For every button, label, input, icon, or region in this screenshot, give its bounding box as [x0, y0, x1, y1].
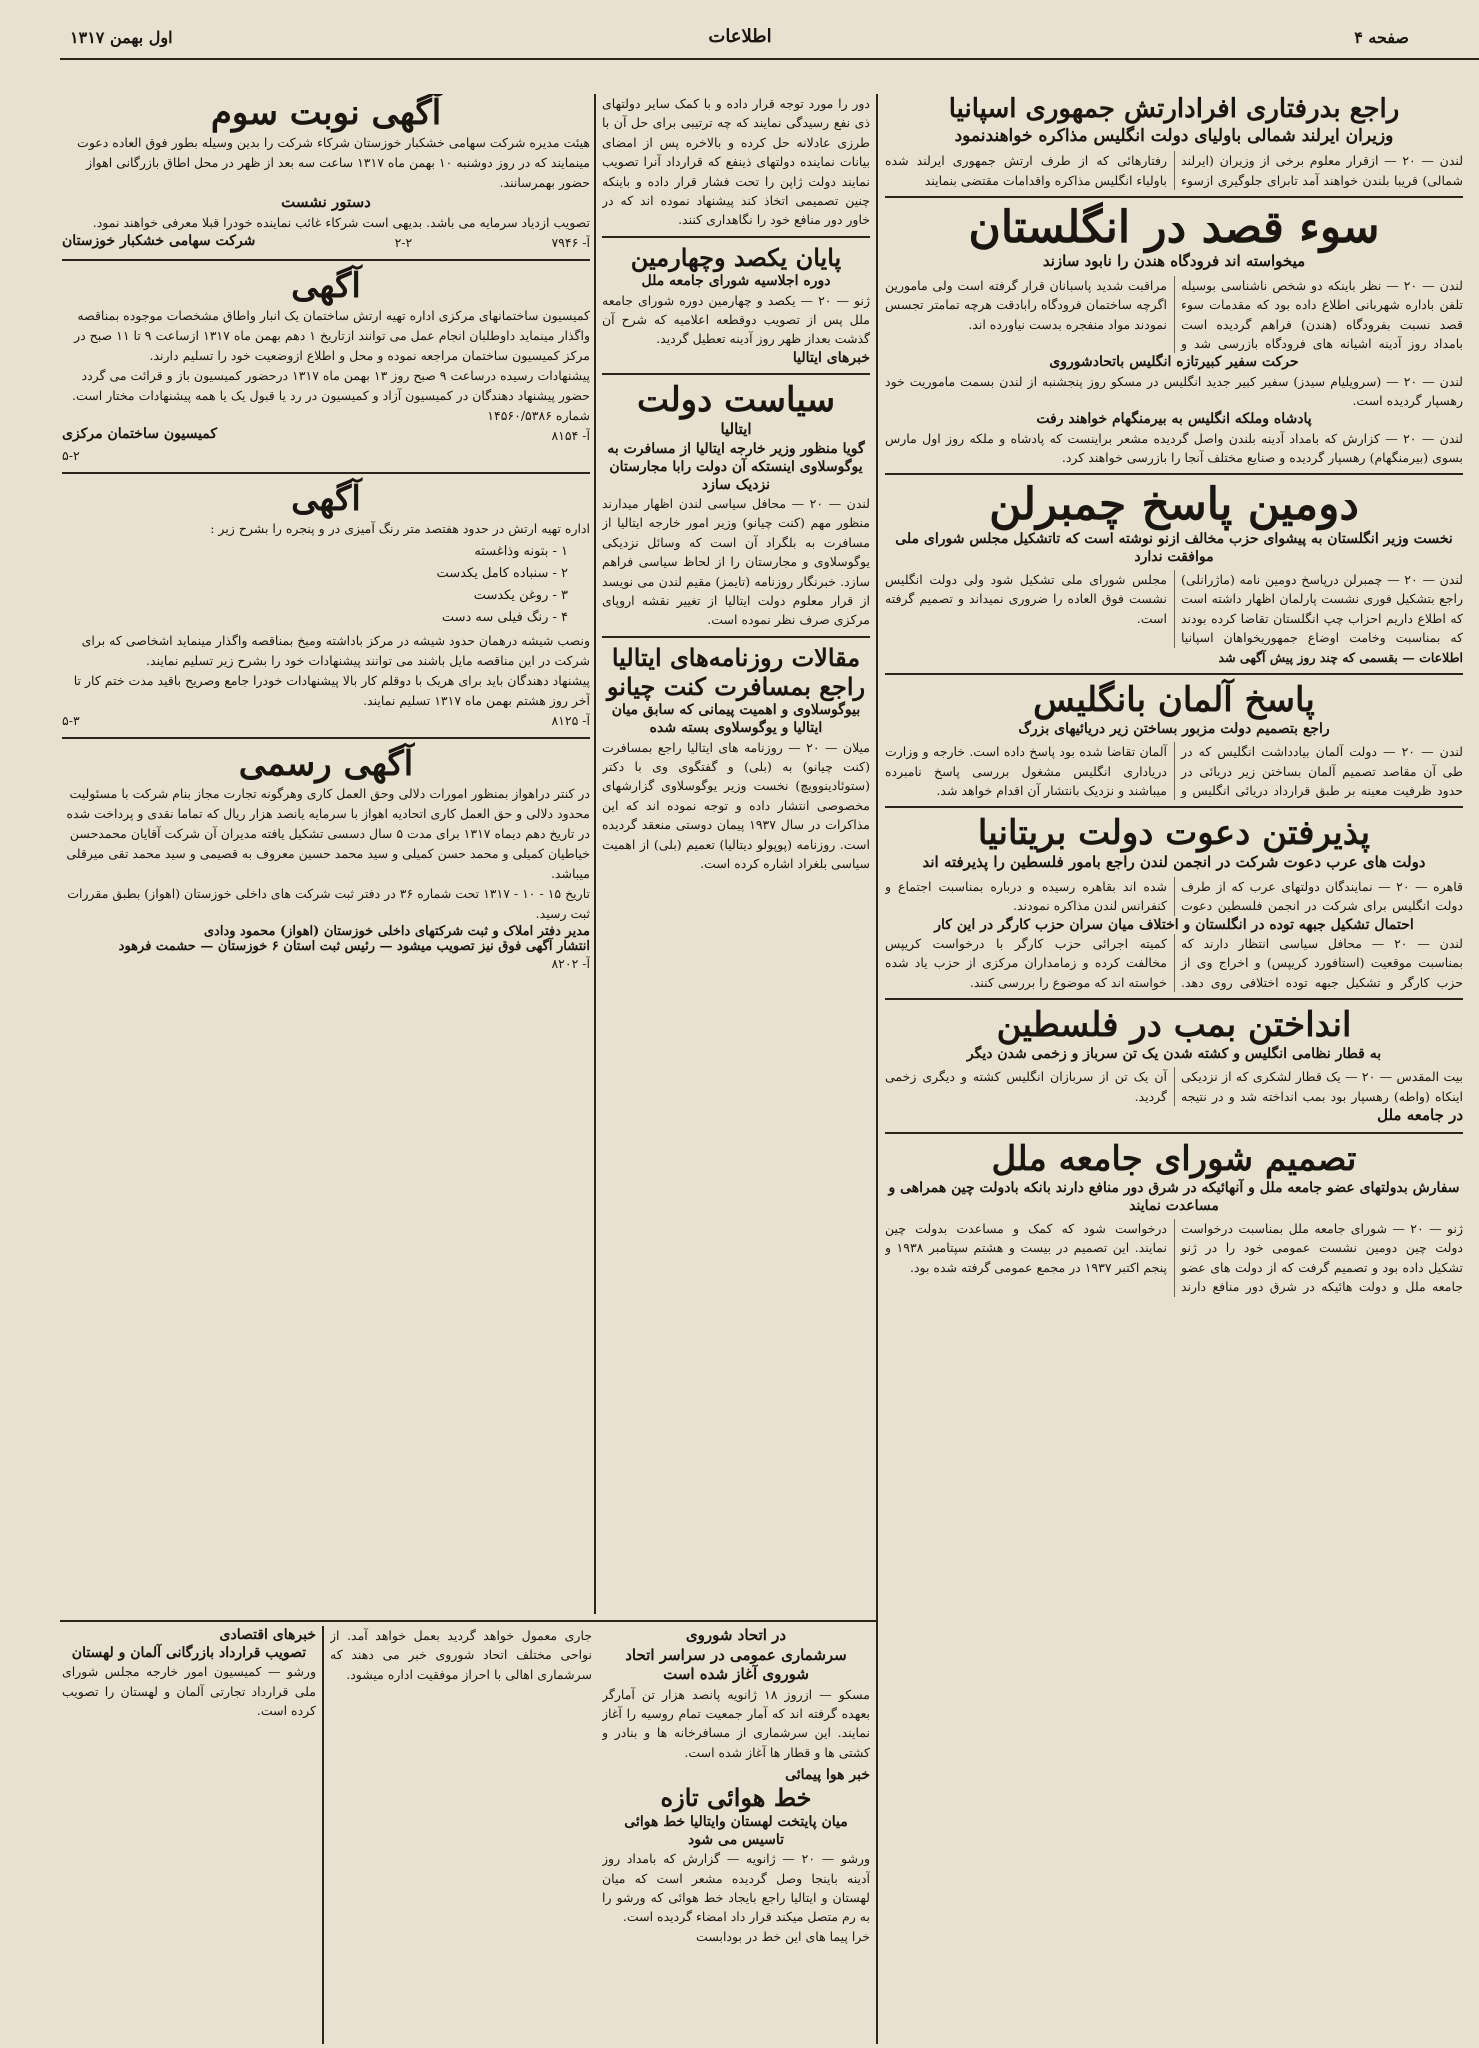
article-body: بیت المقدس — ۲۰ — یک قطار لشکری که از نزدیکی اینکاه (واطه) رهسپار بود بمب انداخته شد و در نتیجه آن یک تن از سربازان انگلیس کشته و دیگری زخمی گردید. [885, 1069, 1463, 1104]
subheadline: راجع بتصمیم دولت مزبور بساختن زیر دریائیهای بزرگ [1018, 721, 1330, 738]
headline: تصمیم شورای جامعه ملل [991, 1138, 1357, 1179]
article-body: لندن — ۲۰ — محافل سیاسی انتظار دارند که بمناسبت موقعیت (استافورد کریپس) و اخراج وی از حزب کارگر و تشکیل جبهه توده اختلافی روی دهد. کمیته اجرائی حزب کارگر با درخواست کریپس مخالفت کرده و زمامداران مرکزی از حزب یاد شده خواسته اند که موضوع را بررسی کنند. [885, 935, 1463, 990]
ad-ref: آ- ۷۹۴۶ [551, 234, 590, 250]
section-divider [62, 737, 590, 739]
article-new-airline [602, 1784, 870, 1946]
article-body: لندن — ۲۰ — دولت آلمان بیادداشت انگلیس که در طی آن مقاصد تصمیم آلمان بساختن زیر دریائی در حدود ظرفیت معینه بر طبق قرارداد دریائی انگلیس و آلمان تقاضا شده بود پاسخ داده است. خارجه و وزارت دریاداری انگلیس مشغول بررسی پاسخ نامبرده میباشند و نزدیک بانتشار آن اقدام خواهد شد. [885, 744, 1463, 798]
ad-footer: انتشار آگهی فوق نیز تصویب میشود — رئیس ثبت استان ۶ خوزستان — حشمت فرهود [118, 939, 590, 955]
right-column [885, 94, 1463, 2044]
section-label: خبر هوا پیمائی [785, 1767, 870, 1783]
article-body: ورشو — ۲۰ — ژانویه — گزارش که بامداد روز آدینه باینجا وصل گردیده مشعر است که میان لهستان و ایتالیا راجع بایجاد خط هوائی که ورشو را به رم متصل میکند قرار داد امضاء گردیده است. [602, 1851, 870, 1925]
ad-signature: کمیسیون ساختمان مرکزی [62, 425, 218, 442]
subheadline: به قطار نظامی انگلیس و کشته شدن یک تن سرباز و زخمی شدن دیگر [966, 1046, 1382, 1063]
article-body: جاری معمول خواهد گردید بعمل خواهد آمد. از نواحی مختلف اتحاد شوروی خبر می دهند که سرشماری اهالی با احراز موفقیت اداره میشود. [330, 1628, 592, 1682]
subheadline: سفارش بدولتهای عضو جامعه ملل و آنهائیکه در شرق دور منافع دارند بانکه بادولت چین همراهی و مساعدت نمایند [888, 1179, 1460, 1214]
ad-list-item: ۱ - بتونه وذاغسته [474, 543, 568, 559]
section-divider [885, 673, 1463, 675]
ad-construction [62, 267, 590, 466]
headline-line2: راجع بمسافرت کنت چیانو [606, 671, 866, 701]
ad-signature: شرکت سهامی خشکبار خوزستان [62, 232, 256, 249]
ad-body: در کنتر دراهواز بمنظور امورات دلالی وحق العمل کاری وهرگونه تجارت مجاز بنام شرکت با مسئولیت محدود دلالی و حق العمل کاری اتحادیه اهواز با سرمایه یانصد هزار ریال که تماما نقدی و پرداخت شده در تاریخ دهم دیماه ۱۳۱۷ برای مدت ۵ سال دسسی تشکیل یافته مدیران آن شرکت آقایان محمدحسن خیاطیان کمیلی و محمد حسن کمیلی و سید محمد حسین معروف به قصیمی و سید محمد تقی میرقلی میباشد. [66, 786, 590, 882]
ad-body: تاریخ ۱۵ - ۱۰ - ۱۳۱۷ تحت شماره ۳۶ در دفتر ثبت شرکت های داخلی خوزستان (اهواز) بطبق مقررات ثبت رسید. [67, 886, 590, 922]
article-body: لندن — ۲۰ — محافل سیاسی لندن اظهار میدارند منظور مهم (کنت چیانو) وزیر امور خارجه ایتالیا از مسافرت به بلگراد آن است که وسائل نزدیکی یوگوسلاوی و مجارستان را از لحاظ سیاسی فراهم سازد. خبرنگار روزنامه (تایمز) مقیم لندن می نویسد از قرار معلوم دولت ایتالیا از تغییر نقشه اروپای مرکزی صرف نظر نموده است. [602, 496, 870, 628]
ad-body: پیشنهاد دهندگان باید برای هریک با دوقلم کار بالا پیشنهادات خودرا جامع وصریح باقید مدت ختم کار تا آخر روز هشتم بهمن ماه ۱۳۱۷ تسلیم نمایند. [73, 673, 590, 709]
paper-name: اطلاعات [708, 26, 772, 47]
article-league-end [602, 244, 870, 367]
article-body: دور را مورد توجه قرار داده و با کمک سایر دولتهای ذی نفع رسیدگی نمایند که چه ترتیبی برای حل آن با طرزی عادلانه حل کرده و بالاخره پس از امضای بیانات نماینده دولتهای ذینفع که قرارداد آنرا تصویب نمایند دولت ژاپن را تحت فشار قرار داده و باینکه چنین تصمیمی اتخاذ کند پیشنهاد نموده اند که در خاور دور منافع خود را نگاهداری کنند. [602, 96, 870, 228]
article-italy-politics [602, 381, 870, 630]
section-divider [885, 473, 1463, 475]
subheadline: سرشماری عمومی در سراسر اتحاد شوروی آغاز شده است [625, 1645, 847, 1683]
section-divider [885, 196, 1463, 198]
subheadline: بیوگوسلاوی و اهمیت پیمانی که سابق میان ایتالیا و یوگوسلاوی بسته شده [611, 702, 861, 737]
section-divider [885, 806, 1463, 808]
headline: سوء قصد در انگلستان [968, 202, 1380, 254]
agenda-text: تصویب ازدیاد سرمایه می باشد. بدیهی است شرکاء غائب نماینده خودرا قبلا معرفی خواهند نمود. [92, 214, 590, 230]
section-divider [602, 373, 870, 375]
subheadline: حرکت سفیر کبیرتازه انگلیس باتحادشوروی [1049, 354, 1299, 371]
article-italy-papers [602, 644, 870, 874]
article-body: لندن — ۲۰ — ازقرار معلوم برخی از وزیران (ایرلند شمالی) قریبا بلندن خواهند آمد تابرای جلوگیری ازسوء رفتارهائی که از طرف ارتش جمهوری ایرلند شده باولیاء انگلیس مذاکره واقدامات مقتضی بنمایند [885, 153, 1463, 188]
ad-title: آگهی [291, 478, 361, 519]
column-rule [322, 1626, 324, 2044]
section-divider [602, 236, 870, 238]
section-divider [885, 998, 1463, 1000]
headline: تصویب قرارداد بازرگانی آلمان و لهستان [71, 1645, 307, 1662]
article-body: لندن — ۲۰ — چمبرلن درپاسخ دومین نامه (ماژرانلی) راجع بتشکیل فوری نشست پارلمان اظهار داشته است که اطلاع داریم احزاب چپ انگلستان تقاضا کرده بودند که بمناسبت وخامت اوضاع جمهوریخواهان اسپانیا مجلس شورای ملی تشکیل شود ولی دولت انگلیس نشست فوق العاده را ضروری نمیداند و تصمیم گرفته است. [885, 572, 1463, 646]
headline: در اتحاد شوروی [685, 1626, 787, 1644]
headline: پایان یکصد وچهارمین [630, 242, 842, 272]
subheadline: میان پایتخت لهستان وایتالیا خط هوائی تاسیس می شود [624, 1813, 848, 1849]
article-body: لندن — ۲۰ — (سرویلیام سیدز) سفیر کبیر جدید انگلیس در مسکو روز پنجشنبه از لندن بسمت ماموریت خود رهسپار گردیده است. [885, 373, 1463, 408]
ad-list-item: ۳ - روغن یکدست [473, 587, 568, 603]
ad-ref: آ- ۸۱۵۴ [551, 427, 590, 443]
article-soviet-census [602, 1626, 870, 1762]
ad-footer: مدیر دفتر املاک و ثبت شرکتهای داخلی خوزستان (اهواز) محمود ودادی [203, 924, 590, 940]
ad-ref: آ- ۸۲۰۲ [551, 956, 590, 972]
headline: پذیرفتن دعوت دولت بریتانیا [977, 813, 1371, 854]
article-body: ژنو — ۲۰ — شورای جامعه ملل بمناسبت درخواست دولت چین دومین نشست عمومی خود را در ژنو تشکیل داده بود و تصمیم گرفت که از دولت های عضو جامعه ملل و دولت هائیکه در شرق دور منافع دارند درخواست شود که کمک و مساعدت بدولت چین نمایند. این تصمیم در بیست و هشتم سپتامبر ۱۹۳۸ و پنجم اکتبر ۱۹۳۷ در مجمع عمومی گرفته شده بود. [885, 1221, 1463, 1295]
ad-title: آگهی [291, 265, 361, 306]
headline: دومین پاسخ چمبرلن [989, 479, 1359, 531]
ad-intro: اداره تهیه ارتش در حدود هفتصد متر رنگ آمیزی در و پنجره را بشرح زیر : [210, 520, 590, 536]
article-britain-invitation [885, 814, 1463, 992]
article-body: لندن — ۲۰ — کزارش که بامداد آدینه بلندن واصل گردیده مشعر براینست که پادشاه و ملکه روز اول مارس بسوی (بیرمنگهام) رهسپار گردیده و صنایع مختلف آنجا را بازرسی خواهند کرد. [885, 430, 1463, 465]
column-rule [876, 94, 878, 2044]
ad-list-item: ۴ - رنگ فیلی سه دست [441, 610, 568, 626]
headline: انداختن بمب در فلسطین [996, 1005, 1352, 1045]
middle-lower-column [602, 1626, 870, 2044]
article-body: قاهره — ۲۰ — نمایندگان دولتهای عرب که از طرف دولت انگلیس برای شرکت در انجمن فلسطین دعوت شده اند بقاهره رسیده و درباره بمناسبت اجتماع و کنفرانس لندن مذاکره نمودند. [885, 878, 1463, 914]
section-label: خبرهای اقتصادی [219, 1627, 316, 1643]
issue-date: اول بهمن ۱۳۱۷ [70, 28, 173, 47]
article-body: لندن — ۲۰ — نظر باینکه دو شخص ناشناسی بوسیله تلفن باداره شهربانی اطلاع داده بود که مقدمات سوء قصد نسبت بفرودگاه (هندن) فراهم گردیده است بامداد روز آدینه اشیانه های فرودگاه بازرسی شد و مراقبت شدید پاسبانان قرار گرفته است ولی مامورین اگرچه ساختمان فرودگاه رابادقت هرچه تمامتر تجسس نمودند مواد منفجره بدست نیاورده اند. [885, 277, 1463, 352]
country-label: ایتالیا [720, 420, 752, 439]
page-number: صفحه ۴ [1354, 28, 1409, 47]
ad-ref-code: ۵-۳ [62, 713, 80, 729]
headline: راجع بدرفتاری افرادارتش جمهوری اسپانیا [948, 94, 1400, 124]
subheadline: میخواسته اند فرودگاه هندن را نابود سازند [1042, 252, 1306, 271]
ad-body: هیئت مدیره شرکت سهامی خشکبار خوزستان شرکاء شرکت را بدین وسیله بطور فوق العاده دعوت مینمایند که در روز دوشنبه ۱۰ بهمن ماه ۱۳۱۷ ساعت سه بعد از ظهر در محل اطاق بازرگانی اهواز حضور بهمرسانند. [77, 135, 590, 191]
section-divider [62, 259, 590, 261]
article-body: ژنو — ۲۰ — یکصد و چهارمین دوره شورای جامعه ملل پس از تصویب دوقطعه اعلامیه که شرح آن گذشت بعداز ظهر روز آدینه تعطیل گردید. [602, 292, 870, 347]
subheadline: نخست وزیر انگلستان به پیشوای حزب مخالف ازنو نوشته است که تاتشکیل مجلس شورای ملی موافقت ندارد [895, 530, 1453, 565]
ad-list-item: ۲ - سنباده کامل یکدست [436, 565, 568, 581]
lower-left-column-b [330, 1626, 592, 2044]
ad-painting [62, 480, 590, 731]
ad-title: آگهی نوبت سوم [210, 94, 442, 133]
article-body: ورشو — کمیسیون امور خارجه مجلس شورای ملی قرارداد تجارتی آلمان و لهستان را تصویب کرده است. [62, 1664, 316, 1719]
column-rule [594, 94, 596, 1614]
headline: مقالات روزنامه‌های ایتالیا [611, 642, 861, 672]
ad-body: کمیسیون ساختمانهای مرکزی اداره تهیه ارتش ساختمان یک انبار واطاق مشخصات موجوده بمناقصه واگذار مینماید داوطلبان انجام عمل می توانند ازتاریخ ۱ دهم بهمن ماه ۱۳۱۷ ازساعت ۹ تا ۱۱ صبح در مرکز کمیسیون ساختمان مراجعه نموده و محل و اطلاع ازوضعیت خود را تسلیم دارند. [74, 307, 590, 363]
section-label: خبرهای ایتالیا [792, 349, 870, 366]
article-league-decision [885, 1140, 1463, 1297]
middle-column [602, 94, 870, 1614]
article-spain [885, 94, 1463, 190]
masthead-rule [60, 58, 1479, 60]
ad-official [62, 745, 590, 974]
headline: خط هوائی تازه [660, 1783, 812, 1813]
subheadline: دولت های عرب دعوت شرکت در انجمن لندن راجع بامور فلسطین را پذیرفته اند [922, 853, 1426, 872]
headline: پاسخ آلمان بانگلیس [1033, 679, 1315, 720]
subheadline: احتمال تشکیل جبهه توده در انگلستان و اختلاف میان سران حزب کارگر در این کار [934, 916, 1414, 933]
article-chamberlain [885, 481, 1463, 667]
headline: سیاست دولت [636, 379, 836, 420]
article-assassination [885, 204, 1463, 467]
ad-title: آگهی رسمی [238, 744, 414, 785]
subheadline: وزیران ایرلند شمالی باولیای دولت انگلیس مذاکره خواهندنمود [954, 126, 1394, 147]
lower-left-column-a [62, 1626, 316, 2044]
agenda-title: دستور نشست [281, 193, 371, 212]
subheadline: دوره اجلاسیه شورای جامعه ملل [641, 273, 831, 290]
editor-note: اطلاعات — بقسمی که چند روز پیش آگهی شد [1218, 649, 1463, 665]
ad-ref: آ- ۸۱۲۵ [551, 713, 590, 729]
block-rule [60, 1620, 876, 1622]
section-divider [885, 1132, 1463, 1134]
subheadline: پادشاه وملکه انگلیس به بیرمنگهام خواهند رفت [1036, 411, 1312, 428]
ad-third-notice [62, 94, 590, 253]
article-palestine-bomb [885, 1006, 1463, 1126]
section-label: در جامعه ملل [1377, 1106, 1463, 1125]
subheadline: گویا منظور وزیر خارجه ایتالیا از مسافرت به یوگوسلاوی اینستکه آن دولت رابا مجارستان نزدیک سازد [607, 440, 865, 493]
ad-ref-code: ۲-۲ [394, 234, 413, 250]
article-body: مسکو — ازروز ۱۸ ژانویه پانصد هزار تن آمارگر بعهده گرفته اند که آمار جمعیت تمام روسیه را آغاز نمایند. این سرشماری از مسافرخانه ها و بنادر و کشتی ها و قطار ها آغاز شده است. [602, 1686, 870, 1760]
left-column-ads [62, 94, 590, 1614]
section-divider [602, 636, 870, 638]
section-divider [62, 472, 590, 474]
ad-body: ونصب شیشه درهمان حدود شیشه در مرکز باداشته ومیخ بمناقصه واگذار مینماید اشخاصی که برای شرکت در این مناقصه مایل باشند می توانند پیشنهادات خود را بشرح زیر تسلیم نمایند. [81, 633, 590, 669]
ad-body: پیشنهادات رسیده درساعت ۹ صبح روز ۱۳ بهمن ماه ۱۳۱۷ درحضور کمیسیون باز و قرائت می گردد حضور پیشنهاد دهندگان در کمیسیون آزاد و کمیسیون در رد یا قبول یک یا همه پیشنهادات مختار است. شماره ۱۴۵۶۰/۵۳۸۶ [72, 367, 590, 423]
article-body-continued: خرا پیما های این خط در بودابست [696, 1928, 870, 1944]
ad-ref-code: ۵-۲ [62, 447, 80, 463]
article-body: میلان — ۲۰ — روزنامه های ایتالیا راجع بمسافرت (کنت چیانو) به (بلی) و گفتگوی وی با دکتر (ستوئادینوویچ) نخست وزیر یوگوسلاوی گزارشهای مخصوصی انتشار داده و توجه نموده اند که این مذاکرات در سال ۱۹۳۷ پیمان دوستی منعقد گردیده است. روزنامه (پوپولو دیتالیا) تعمیم (بلی) از اهمیت سیاسی بلغراد اشاره کرده است. [602, 739, 870, 871]
ad-item-list [62, 541, 590, 629]
article-germany [885, 681, 1463, 800]
